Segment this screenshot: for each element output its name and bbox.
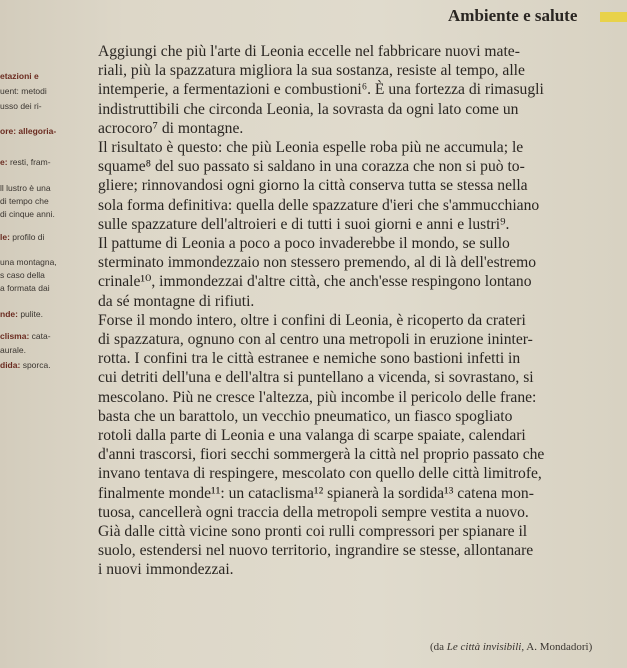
text-line: acrocoro⁷ di montagne. (98, 119, 244, 137)
gloss-item: ll lustro è una (0, 183, 51, 193)
gloss-item: uent: metodi (0, 86, 47, 96)
text-line: d'anni trascorsi, fiori secchi sommergerà la città nel proprio passato che (98, 446, 545, 464)
text-line: finalmente monde¹¹: un cataclisma¹² spianerà la sordida¹³ catena mon- (98, 484, 534, 502)
text-line: suolo, estendersi nel nuovo territorio, ingrandire se stesse, allontanare (98, 542, 534, 560)
text-line: sola forma definitiva: quella delle spazzature d'ieri che s'ammucchiano (98, 196, 540, 214)
text-line: squame⁸ del suo passato si saldano in una corazza che non si può to- (98, 158, 525, 176)
text-line: di spazzatura, ognuno con al centro una metropoli in eruzione ininter- (98, 331, 533, 349)
gloss-item: dida: sporca. (0, 360, 51, 370)
text-line: mescolano. Più ne cresce l'altezza, più incombe il pericolo delle frane: (98, 388, 537, 406)
source-credit: (da Le città invisibili, A. Mondadori) (430, 641, 593, 653)
main-text (98, 42, 618, 580)
text-line: invano tentava di respingere, mescolato con quello delle città limitrofe, (98, 465, 542, 483)
page-header-title: Ambiente e salute (448, 6, 578, 25)
gloss-item: nde: pulite. (0, 309, 44, 319)
paragraph (98, 311, 618, 580)
gloss-item: etazioni e (0, 71, 39, 81)
gloss-item: ore: allegoria- (0, 126, 57, 136)
gloss-item: a formata dai (0, 283, 50, 293)
gloss-item: di tempo che (0, 196, 49, 206)
gloss-item: di cinque anni. (0, 209, 55, 219)
section-color-tab (600, 12, 627, 22)
text-line: basta che un barattolo, un vecchio pneumatico, un fiasco spogliato (98, 407, 513, 425)
gloss-item: usso dei ri- (0, 101, 42, 111)
text-line: tuosa, cancellerà ogni traccia della metropoli sempre vestita a nuovo. (98, 503, 529, 521)
text-line: crinale¹⁰, immondezzai d'altre città, che anch'esse respingono lontano (98, 273, 532, 291)
text-line: gliere; rinnovandosi ogni giorno la città conserva tutta se stessa nella (98, 177, 528, 195)
paragraph (98, 42, 618, 138)
paragraph (98, 138, 618, 311)
text-line: Aggiungi che più l'arte di Leonia eccelle nel fabbricare nuovi mate- (98, 43, 520, 60)
text-line: sulle spazzature dell'altroieri e di tutti i suoi giorni e anni e lustri⁹. (98, 215, 510, 233)
gloss-item: s caso della (0, 270, 45, 280)
gloss-item: aurale. (0, 345, 26, 355)
gloss-item: clisma: cata- (0, 331, 51, 341)
text-line: i nuovi immondezzai. (98, 561, 234, 579)
text-line: Il pattume di Leonia a poco a poco invaderebbe il mondo, se sullo (98, 235, 510, 253)
text-line: sterminato immondezzaio non stessero premendo, al di là dell'estremo (98, 254, 537, 272)
text-line: indistruttibili che circonda Leonia, la sovrasta da ogni lato come un (98, 100, 519, 118)
text-line: intemperie, a fermentazioni e combustioni⁶. È una fortezza di rimasugli (98, 81, 544, 99)
text-line: Già dalle città vicine sono pronti coi rulli compressori per spianare il (98, 523, 528, 541)
text-line: riali, più la spazzatura migliora la sua sostanza, resiste al tempo, alle (98, 62, 525, 80)
gloss-item: e: resti, fram- (0, 157, 51, 167)
gloss-item: le: profilo di (0, 232, 45, 242)
gloss-item: una montagna, (0, 257, 57, 267)
text-line: cui detriti dell'una e dell'altra si puntellano a vicenda, si sovrastano, si (98, 369, 534, 387)
text-line: Forse il mondo intero, oltre i confini di Leonia, è ricoperto da crateri (98, 311, 526, 329)
text-line: da sé montagne di rifiuti. (98, 292, 255, 310)
text-line: rotoli dalla parte di Leonia e una valanga di scarpe spaiate, calendari (98, 427, 526, 445)
text-line: Il risultato è questo: che più Leonia espelle roba più ne accumula; le (98, 139, 524, 157)
text-line: rotta. I confini tra le città estranee e nemiche sono bastioni infetti in (98, 350, 521, 368)
